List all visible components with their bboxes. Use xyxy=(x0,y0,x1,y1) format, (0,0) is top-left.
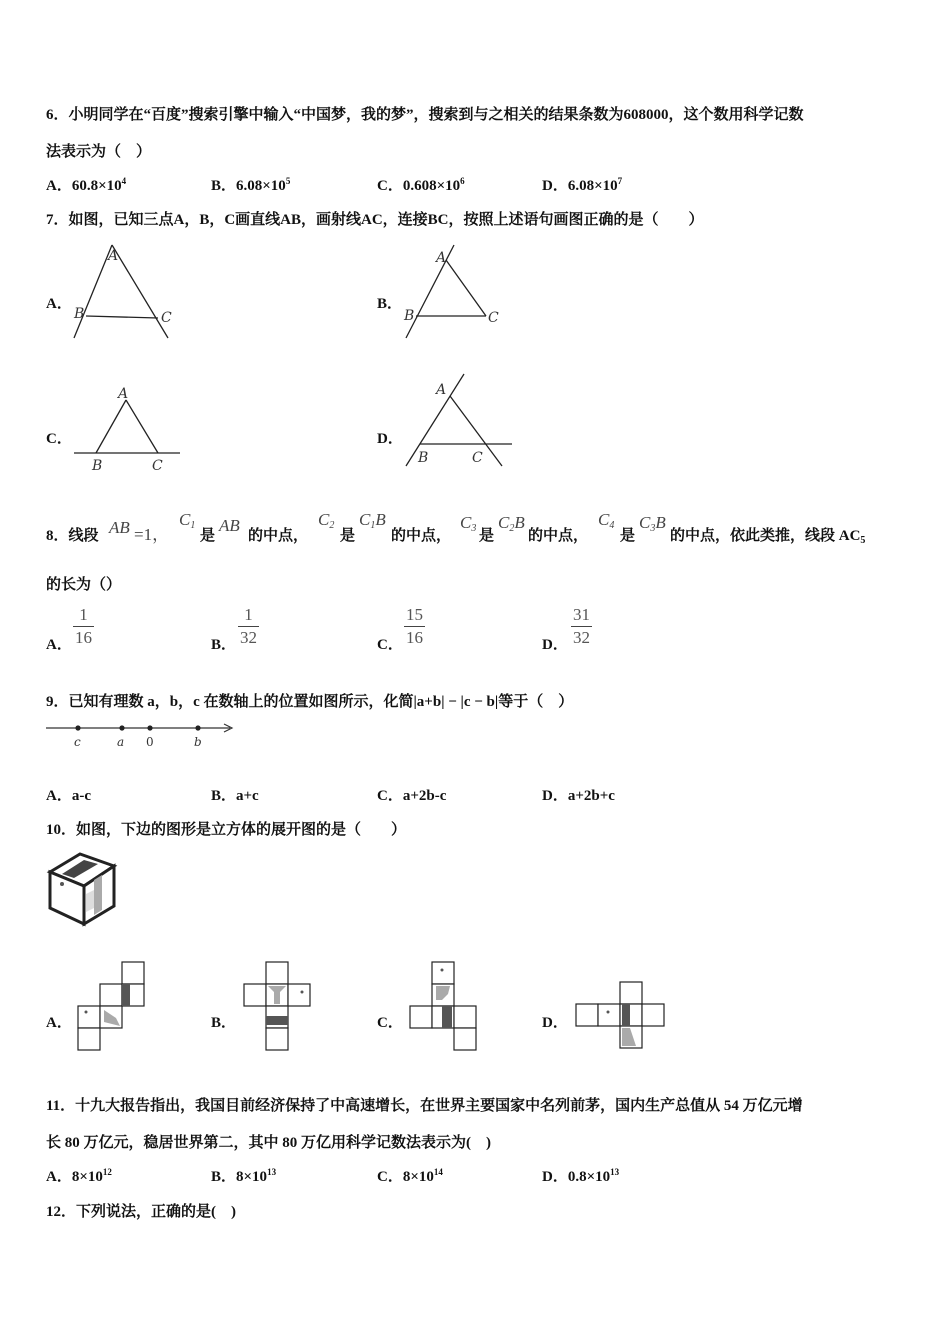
q10-net-a xyxy=(76,960,148,1052)
q8-stem-line2: 的长为（） xyxy=(46,577,122,593)
svg-text:B: B xyxy=(74,306,85,322)
q7-stem: 7．如图，已知三点A，B，C画直线AB，画射线AC，连接BC，按照上述语句画图正确的是（ ） xyxy=(46,212,704,228)
svg-text:A: A xyxy=(436,250,447,266)
q8-option-c: C． xyxy=(377,637,403,653)
q8-option-b: B． xyxy=(211,637,237,653)
svg-text:A: A xyxy=(118,386,129,402)
svg-text:C: C xyxy=(161,310,172,326)
q10-net-c xyxy=(408,960,480,1052)
q11-option-b: B．$8\times 10^{13}$ xyxy=(211,1167,277,1185)
q11-stem-line2: 长 80 万亿元，稳居世界第二，其中 80 万亿用科学记数法表示为( ) xyxy=(46,1135,491,1151)
q7-figure-b xyxy=(398,240,518,350)
q10-option-c: C． xyxy=(377,1015,403,1031)
q9-stem: 9．已知有理数 a，b，c 在数轴上的位置如图所示，化简|a+b| − |c − b|等于（ ） xyxy=(46,694,574,710)
q8-option-a-fraction: 1 16 xyxy=(75,605,92,647)
q9-option-d: D．a+2b+c xyxy=(542,788,615,804)
q10-stem: 10．如图，下边的图形是立方体的展开图的是（ ） xyxy=(46,822,407,838)
q9-option-b: B．a+c xyxy=(211,788,259,804)
q6-option-c: C．$0.608\times 10^6$ xyxy=(377,176,465,194)
q10-net-b xyxy=(242,960,314,1052)
svg-text:c: c xyxy=(74,735,81,749)
svg-text:b: b xyxy=(194,735,202,749)
q11-option-a: A．$8\times 10^{12}$ xyxy=(46,1167,112,1185)
q7-option-a: A． xyxy=(46,296,72,312)
q10-net-d xyxy=(574,980,666,1052)
q9-option-a: A．a-c xyxy=(46,788,91,804)
q8-option-d: D． xyxy=(542,637,568,653)
q6-stem-line1: 6．小明同学在“百度”搜索引擎中输入“中国梦，我的梦”，搜索到与之相关的结果条数为608000，这个数用科学记数 xyxy=(46,107,804,123)
q10-option-d: D． xyxy=(542,1015,568,1031)
q11-option-d: D．$0.8\times 10^{13}$ xyxy=(542,1167,620,1185)
svg-text:A: A xyxy=(108,248,119,264)
q10-option-a: A． xyxy=(46,1015,72,1031)
q6-option-a: A．$60.8\times 10^4$ xyxy=(46,176,127,194)
q7-option-d: D． xyxy=(377,431,403,447)
q11-stem-line1: 11．十九大报告指出，我国目前经济保持了中高速增长，在世界主要国家中名列前茅，国内生产总值从 54 万亿元增 xyxy=(46,1098,803,1114)
q8-option-c-fraction: 15 16 xyxy=(406,605,423,647)
q10-cube-figure xyxy=(46,850,120,928)
q12-stem: 12．下列说法，正确的是( ) xyxy=(46,1204,236,1220)
svg-text:C: C xyxy=(488,310,499,326)
svg-text:A: A xyxy=(436,382,447,398)
q9-number-line xyxy=(44,716,244,752)
q7-option-b: B． xyxy=(377,296,403,312)
q8-option-d-fraction: 31 32 xyxy=(573,605,590,647)
q6-option-b: B．$6.08\times 10^5$ xyxy=(211,176,291,194)
svg-text:B: B xyxy=(92,458,103,474)
q8-option-b-fraction: 1 32 xyxy=(240,605,257,647)
q8-option-a: A． xyxy=(46,637,72,653)
q7-figure-a xyxy=(66,240,186,350)
svg-text:0: 0 xyxy=(146,735,154,749)
svg-text:C: C xyxy=(152,458,163,474)
q11-option-c: C．$8\times 10^{14}$ xyxy=(377,1167,443,1185)
svg-text:B: B xyxy=(404,308,415,324)
q6-stem-line2: 法表示为（ ） xyxy=(46,144,152,160)
q9-option-c: C．a+2b-c xyxy=(377,788,447,804)
svg-text:B: B xyxy=(418,450,429,466)
q7-option-c: C． xyxy=(46,431,72,447)
svg-text:a: a xyxy=(117,735,125,749)
q7-figure-c xyxy=(70,380,190,475)
q6-option-d: D．$6.08\times 10^7$ xyxy=(542,176,623,194)
svg-text:C: C xyxy=(472,450,483,466)
q7-figure-d xyxy=(398,370,518,470)
q10-option-b: B． xyxy=(211,1015,237,1031)
